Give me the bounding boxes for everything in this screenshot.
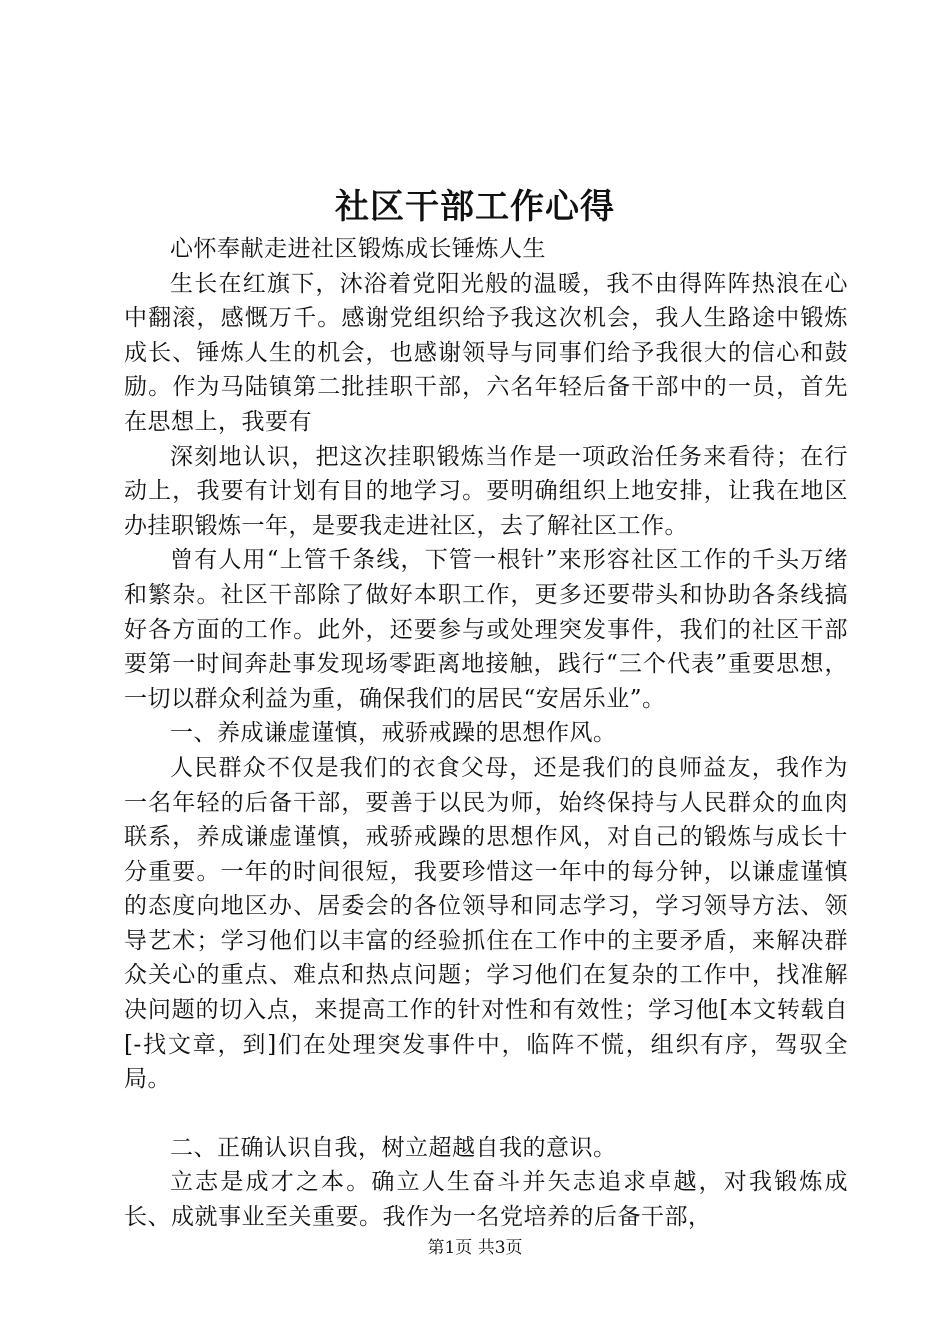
body-paragraph: 深刻地认识，把这次挂职锻炼当作是一项政治任务来看待；在行动上，我要有计划有目的地学习。要明确组织上地安排，让我在地区办挂职锻炼一年，是要我走进社区，去了解社区工作。 [124, 443, 848, 539]
page-footer: 第1页 共3页 [427, 1238, 523, 1258]
subtitle-paragraph: 心怀奉献走进社区锻炼成长锤炼人生 [170, 236, 546, 262]
body-paragraph: 人民群众不仅是我们的衣食父母，还是我们的良师益友，我作为一名年轻的后备干部，要善于以民为师，始终保持与人民群众的血肉联系，养成谦虚谨慎，戒骄戒躁的思想作风，对自己的锻炼与成长十分重要。一年的时间很短，我要珍惜这一年中的每分钟，以谦虚谨慎的态度向地区办、居委会的各位领导和同志学习，学习领导方法、领导艺术；学习他们以丰富的经验抓住在工作中的主要矛盾，来解决群众关心的重点、难点和热点问题；学习他们在复杂的工作中，找准解决问题的切入点，来提高工作的针对性和有效性；学习他[本文转载自[-找文章，到]们在处理突发事件中，临阵不慌，组织有序，驾驭全局。 [124, 754, 848, 1093]
document-body [124, 232, 848, 1235]
body-paragraph: 立志是成才之本。确立人生奋斗并矢志追求卓越，对我锻炼成长、成就事业至关重要。我作为一名党培养的后备干部， [124, 1169, 848, 1231]
section-heading: 二、正确认识自我，树立超越自我的意识。 [170, 1134, 617, 1161]
section-heading: 一、养成谦虚谨慎，戒骄戒躁的思想作风。 [170, 720, 617, 747]
document-title: 社区干部工作心得 [335, 187, 615, 227]
body-paragraph: 生长在红旗下，沐浴着党阳光般的温暖，我不由得阵阵热浪在心中翻滚，感慨万千。感谢党组织给予我这次机会，我人生路途中锻炼成长、锤炼人生的机会，也感谢领导与同事们给予我很大的信心和鼓励。作为马陆镇第二批挂职干部，六名年轻后备干部中的一员，首先在思想上，我要有 [124, 270, 848, 435]
body-paragraph: 曾有人用“上管千条线，下管一根针”来形容社区工作的千头万绪和繁杂。社区干部除了做好本职工作，更多还要带头和协助各条线搞好各方面的工作。此外，还要参与或处理突发事件，我们的社区干部要第一时间奔赴事发现场零距离地接触，践行“三个代表”重要思想，一切以群众利益为重，确保我们的居民“安居乐业”。 [124, 547, 848, 712]
